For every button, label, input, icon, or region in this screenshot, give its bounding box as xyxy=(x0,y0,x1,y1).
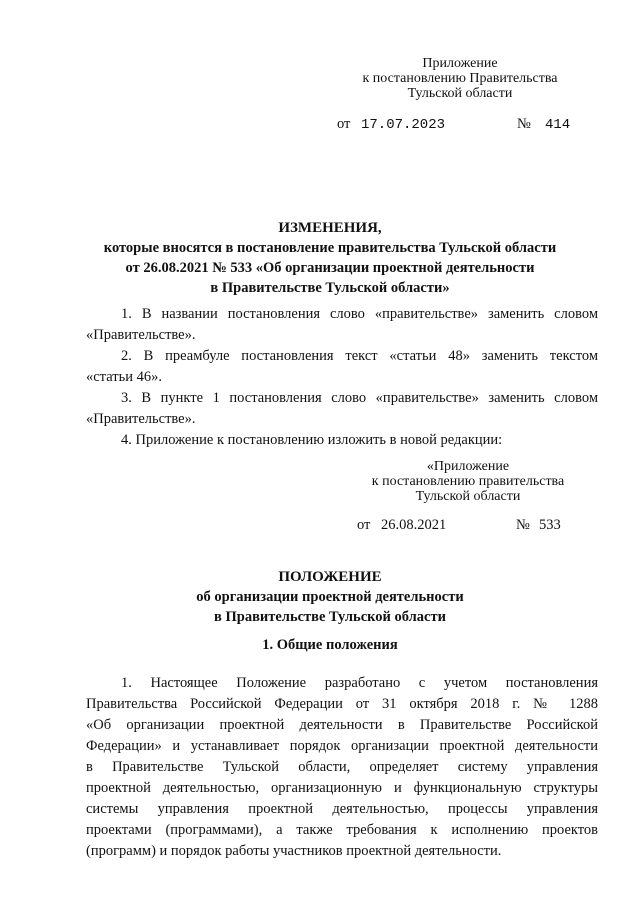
inner-number-value: 533 xyxy=(539,517,561,533)
list-item: 4. Приложение к постановлению изложить в новой редакции: xyxy=(121,432,503,448)
attachment-line-3: Тульской области xyxy=(407,86,513,101)
inner-number-sign: № xyxy=(516,517,530,533)
date-value: 17.07.2023 xyxy=(361,117,446,133)
section-paragraph: 1. Настоящее Положение разработано с учетом постановления Правительства Российской Федерации от 31 октября 2018 г. № 1288 «Об организации проектной деятельности в Правительстве Российской Федерации» и устанавливает порядок организации проектной деятельности в Правительстве Тульской области, определяет систему управления проектной деятельностью, организационную и функциональную структуры системы управления проектной деятельностью, процессы управления проектами (программами), а также требования к исполнению проектов (программ) и порядок работы участников проектной деятельности. xyxy=(86,675,598,859)
inner-date-value: 26.08.2021 xyxy=(381,517,447,533)
list-item: 2. В преамбуле постановления текст «статьи 48» заменить текстом «статьи 46». xyxy=(86,348,598,385)
inner-attachment-line-3: Тульской области xyxy=(415,489,521,504)
number-value: 414 xyxy=(545,117,571,133)
regulation-title xyxy=(60,567,600,627)
changes-line-1: которые вносятся в постановление правительства Тульской области xyxy=(103,240,557,256)
attachment-date-row xyxy=(337,116,587,134)
changes-list xyxy=(86,304,598,451)
attachment-line-2: к постановлению Правительства xyxy=(362,71,558,86)
inner-attachment xyxy=(340,459,596,504)
changes-title xyxy=(60,218,600,298)
attachment-line-1: Приложение xyxy=(422,56,498,71)
inner-date-row xyxy=(357,517,597,535)
changes-heading: ИЗМЕНЕНИЯ, xyxy=(278,220,382,236)
changes-line-3: в Правительстве Тульской области» xyxy=(210,280,450,296)
regulation-line-1: об организации проектной деятельности xyxy=(196,589,464,605)
attachment-header xyxy=(330,56,590,101)
changes-line-2: от 26.08.2021 № 533 «Об организации проектной деятельности xyxy=(125,260,535,276)
list-item: 1. В названии постановления слово «правительстве» заменить словом «Правительстве». xyxy=(86,306,598,343)
inner-date-prefix: от xyxy=(357,517,371,533)
number-sign: № xyxy=(517,116,531,132)
inner-attachment-line-1: «Приложение xyxy=(426,459,510,474)
list-item: 3. В пункте 1 постановления слово «правительстве» заменить словом «Правительстве». xyxy=(86,390,598,427)
regulation-heading: ПОЛОЖЕНИЕ xyxy=(278,569,382,585)
date-prefix: от xyxy=(337,116,351,132)
section-heading: 1. Общие положения xyxy=(262,637,398,653)
regulation-line-2: в Правительстве Тульской области xyxy=(214,609,446,625)
inner-attachment-line-2: к постановлению правительства xyxy=(371,474,565,489)
